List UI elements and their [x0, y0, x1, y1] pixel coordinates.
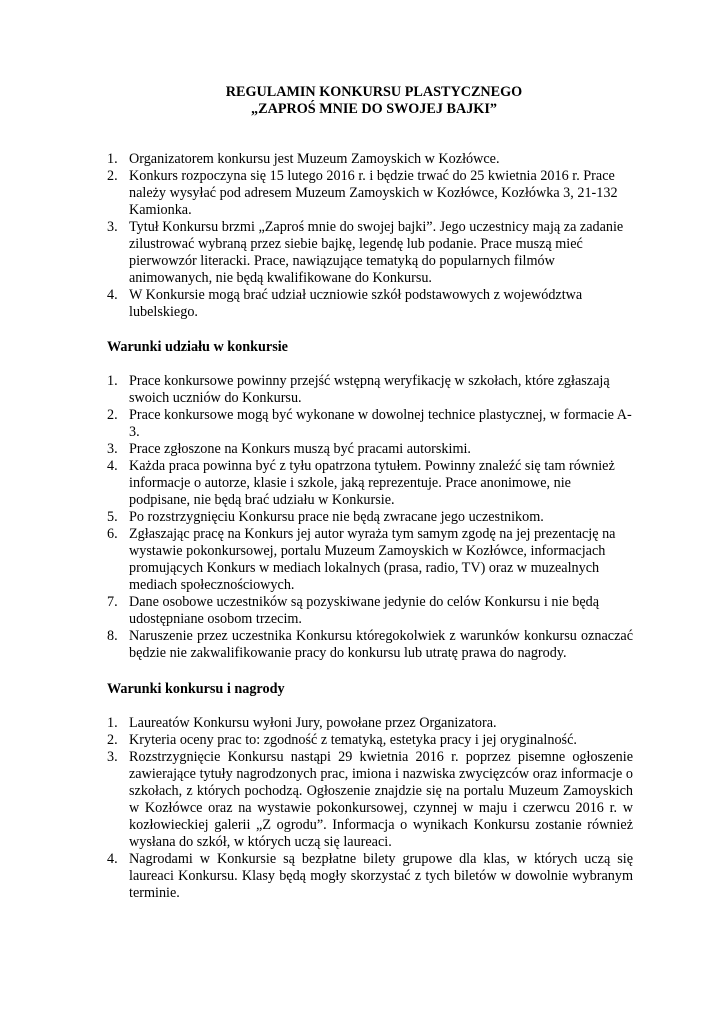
- item-text: Tytuł Konkursu brzmi „Zaproś mnie do swojej bajki”. Jego uczestnicy mają za zadanie zilustrować wybraną przez siebie bajkę, legendę lub podanie. Prace muszą mieć pierwowzór literacki. Prace, nawiązujące tematyką do popularnych filmów animowanych, nie będą kwalifikowane do Konkursu.: [129, 219, 624, 286]
- awards-rules-list: [107, 715, 633, 902]
- list-item: [107, 458, 633, 509]
- list-item: [107, 287, 633, 321]
- list-item: [107, 168, 633, 219]
- title-line-2: „ZAPROŚ MNIE DO SWOJEJ BAJKI”: [251, 101, 497, 117]
- item-number: 8.: [107, 628, 118, 644]
- list-item: [107, 628, 633, 662]
- item-number: 4.: [107, 287, 118, 303]
- list-item: [107, 441, 633, 458]
- item-text: Organizatorem konkursu jest Muzeum Zamoyskich w Kozłówce.: [129, 151, 500, 167]
- list-item: [107, 749, 633, 851]
- list-item: [107, 732, 633, 749]
- item-text: Zgłaszając pracę na Konkurs jej autor wyraża tym samym zgodę na jej prezentację na wystawie pokonkursowej, portalu Muzeum Zamoyskich w Kozłówce, informacjach promujących Konkurs w mediach lokalnych (prasa, radio, TV) oraz w muzealnych mediach społecznościowych.: [129, 526, 616, 593]
- item-number: 1.: [107, 151, 118, 167]
- item-text: Prace konkursowe powinny przejść wstępną weryfikację w szkołach, które zgłaszają swoich uczniów do Konkursu.: [129, 373, 610, 406]
- item-text: Dane osobowe uczestników są pozyskiwane jedynie do celów Konkursu i nie będą udostępniane osobom trzecim.: [129, 594, 600, 627]
- item-number: 1.: [107, 373, 118, 389]
- item-text: Po rozstrzygnięciu Konkursu prace nie będą zwracane jego uczestnikom.: [129, 509, 544, 525]
- list-item: [107, 526, 633, 594]
- general-rules-list: [107, 151, 633, 321]
- item-text: Rozstrzygnięcie Konkursu nastąpi 29 kwietnia 2016 r. poprzez pisemne ogłoszenie zawierające tytuły nagrodzonych prac, imiona i nazwiska zwycięzców oraz informacje o szkołach, z których pochodzą. Ogłoszenie znajdzie się na portalu Muzeum Zamoyskich w Kozłówce oraz na wystawie pokonkursowej, czynnej w maju i czerwcu 2016 r. w kozłowieckiej galerii „Z ogrodu”. Informacja o wynikach Konkursu zostanie również wysłana do szkół, w których uczą się laureaci.: [129, 749, 633, 850]
- list-item: [107, 151, 633, 168]
- list-item: [107, 407, 633, 441]
- list-item: [107, 509, 633, 526]
- item-text: Prace konkursowe mogą być wykonane w dowolnej technice plastycznej, w formacie A-3.: [129, 407, 632, 440]
- item-number: 3.: [107, 749, 118, 765]
- item-number: 7.: [107, 594, 118, 610]
- item-number: 4.: [107, 851, 118, 867]
- list-item: [107, 715, 633, 732]
- document-title: [107, 84, 633, 118]
- list-item: [107, 219, 633, 287]
- item-text: Naruszenie przez uczestnika Konkursu któregokolwiek z warunków konkursu oznaczać będzie nie zakwalifikowanie pracy do konkursu lub utratę prawa do nagrody.: [129, 628, 633, 661]
- participation-heading: Warunki udziału w konkursie: [107, 339, 288, 355]
- item-number: 2.: [107, 168, 118, 184]
- item-number: 4.: [107, 458, 118, 474]
- item-text: Nagrodami w Konkursie są bezpłatne bilety grupowe dla klas, w których uczą się laureaci Konkursu. Klasy będą mogły skorzystać z tych biletów w dowolnie wybranym terminie.: [129, 851, 633, 901]
- item-number: 5.: [107, 509, 118, 525]
- item-text: W Konkursie mogą brać udział uczniowie szkół podstawowych z województwa lubelskiego.: [129, 287, 583, 320]
- list-item: [107, 594, 633, 628]
- list-item: [107, 851, 633, 902]
- item-number: 3.: [107, 219, 118, 235]
- title-line-1: REGULAMIN KONKURSU PLASTYCZNEGO: [225, 84, 523, 100]
- list-item: [107, 373, 633, 407]
- item-number: 1.: [107, 715, 118, 731]
- item-text: Kryteria oceny prac to: zgodność z tematyką, estetyka pracy i jej oryginalność.: [129, 732, 577, 748]
- item-number: 3.: [107, 441, 118, 457]
- item-text: Laureatów Konkursu wyłoni Jury, powołane przez Organizatora.: [129, 715, 497, 731]
- awards-heading: Warunki konkursu i nagrody: [107, 681, 285, 697]
- item-number: 6.: [107, 526, 118, 542]
- item-text: Prace zgłoszone na Konkurs muszą być pracami autorskimi.: [129, 441, 471, 457]
- participation-rules-list: [107, 373, 633, 662]
- item-number: 2.: [107, 732, 118, 748]
- item-text: Każda praca powinna być z tyłu opatrzona tytułem. Powinny znaleźć się tam również informacje o autorze, klasie i szkole, jaką reprezentuje. Prace anonimowe, nie podpisane, nie będą brać udziału w Konkursie.: [129, 458, 615, 508]
- item-text: Konkurs rozpoczyna się 15 lutego 2016 r. i będzie trwać do 25 kwietnia 2016 r. Prace należy wysyłać pod adresem Muzeum Zamoyskich w Kozłówce, Kozłówka 3, 21-132 Kamionka.: [129, 168, 618, 218]
- item-number: 2.: [107, 407, 118, 423]
